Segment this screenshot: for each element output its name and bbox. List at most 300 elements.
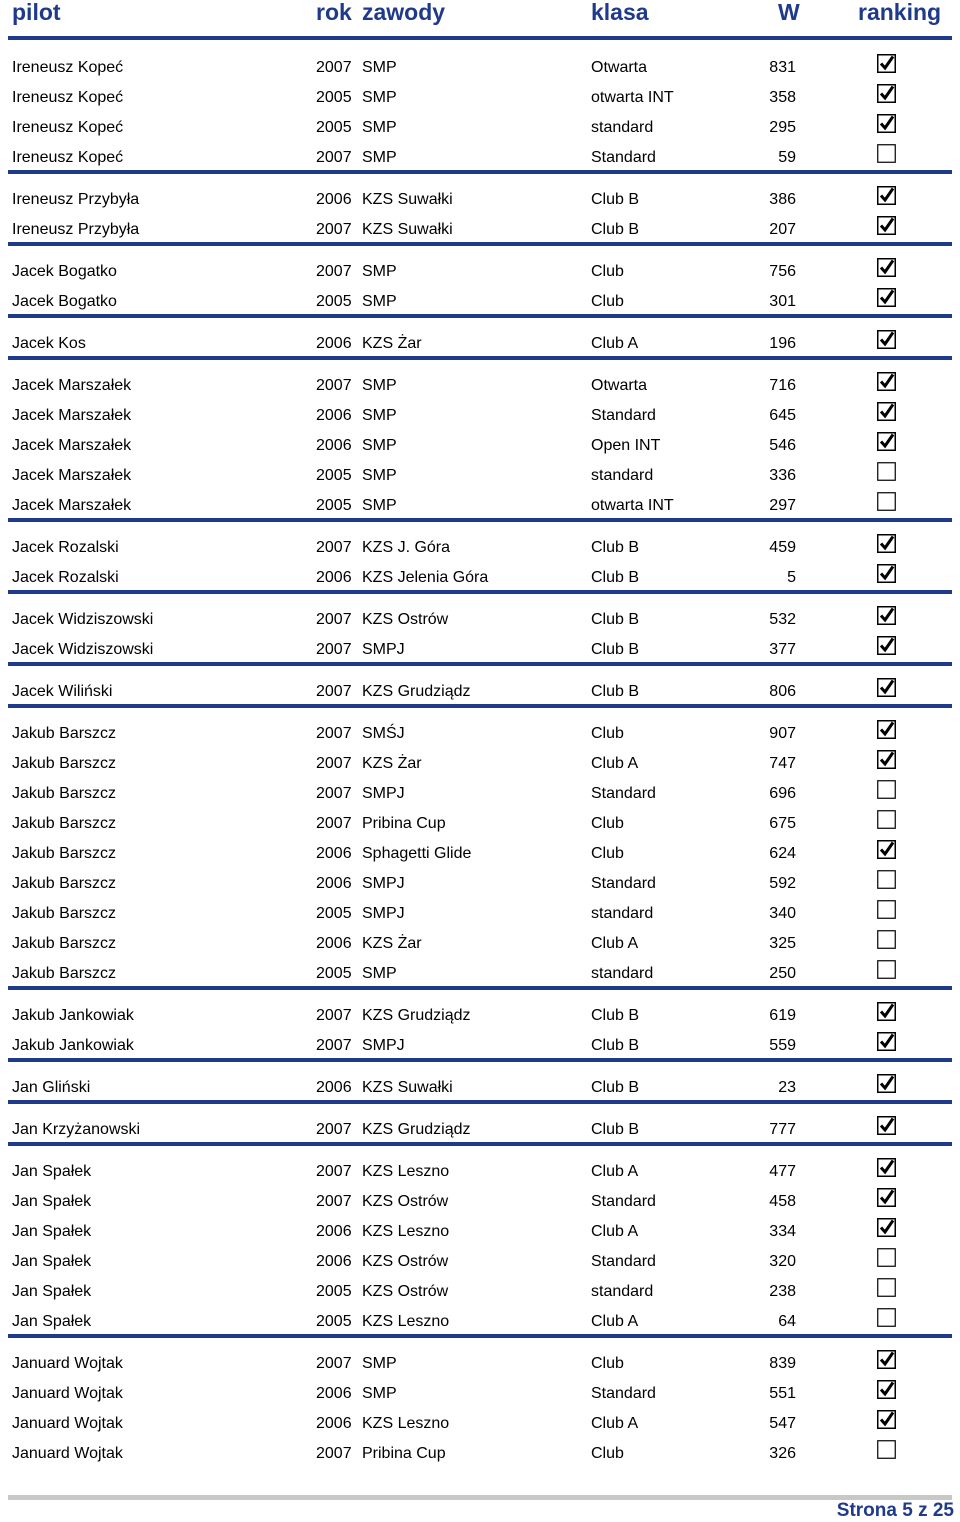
pilot-cell: Ireneusz Kopeć [12,119,124,136]
checked-checkbox-icon [877,258,896,277]
pilot-cell: Ireneusz Przybyła [12,191,140,208]
year-cell: 2005 [316,467,352,484]
score-cell: 839 [769,1355,796,1372]
score-cell: 358 [769,89,796,106]
pilot-cell: Jakub Barszcz [12,845,117,862]
unchecked-checkbox-icon [877,780,896,799]
score-cell: 459 [769,539,796,556]
score-cell: 325 [769,935,796,952]
group-divider [8,170,952,174]
class-cell: Club B [591,539,640,556]
score-cell: 716 [769,377,796,394]
checked-checkbox-icon [877,636,896,655]
checked-checkbox-icon [877,720,896,739]
year-cell: 2005 [316,89,352,106]
checked-checkbox-icon [877,114,896,133]
class-cell: Club B [591,683,640,700]
pilot-cell: Jakub Barszcz [12,875,117,892]
year-cell: 2007 [316,1445,352,1462]
table-row [0,1409,960,1439]
checked-checkbox-icon [877,402,896,421]
header-divider [8,36,952,40]
class-cell: Club [591,293,624,310]
unchecked-checkbox-icon [877,900,896,919]
class-cell: Club A [591,1415,639,1432]
competition-cell: KZS Grudziądz [362,1121,471,1138]
unchecked-checkbox-icon [877,1278,896,1297]
group-divider [8,1058,952,1062]
checked-checkbox-icon [877,1074,896,1093]
pilot-cell: Jacek Marszałek [12,407,132,424]
year-cell: 2007 [316,815,352,832]
table-row [0,839,960,869]
checked-checkbox-icon [877,1158,896,1177]
table-row [0,1217,960,1247]
pilot-cell: Jacek Marszałek [12,437,132,454]
column-header-zawody: zawody [362,0,446,25]
checked-checkbox-icon [877,216,896,235]
column-header-rok: rok [316,0,352,25]
checked-checkbox-icon [877,840,896,859]
class-cell: Club B [591,1037,640,1054]
table-row [0,287,960,317]
year-cell: 2005 [316,1313,352,1330]
table-row [0,215,960,245]
year-cell: 2006 [316,1223,352,1240]
year-cell: 2006 [316,875,352,892]
class-cell: Club A [591,1163,639,1180]
pilot-cell: Jakub Jankowiak [12,1007,134,1024]
year-cell: 2006 [316,935,352,952]
checked-checkbox-icon [877,564,896,583]
checked-checkbox-icon [877,1002,896,1021]
pilot-cell: Jakub Barszcz [12,785,117,802]
year-cell: 2007 [316,725,352,742]
competition-cell: SMP [362,497,397,514]
class-cell: standard [591,467,654,484]
year-cell: 2007 [316,539,352,556]
competition-cell: SMPJ [362,875,405,892]
score-cell: 675 [769,815,796,832]
year-cell: 2006 [316,845,352,862]
unchecked-checkbox-icon [877,462,896,481]
competition-cell: Sphagetti Glide [362,845,472,862]
score-cell: 207 [769,221,796,238]
competition-cell: KZS Żar [362,755,422,772]
class-cell: Club [591,845,624,862]
checked-checkbox-icon [877,1116,896,1135]
table-row [0,719,960,749]
pilot-cell: Jakub Jankowiak [12,1037,134,1054]
score-cell: 619 [769,1007,796,1024]
competition-cell: SMPJ [362,785,405,802]
score-cell: 624 [769,845,796,862]
unchecked-checkbox-icon [877,1248,896,1267]
class-cell: Club [591,815,624,832]
pilot-cell: Jan Krzyżanowski [12,1121,141,1138]
score-cell: 320 [769,1253,796,1270]
table-row [0,83,960,113]
competition-cell: KZS Żar [362,335,422,352]
group-divider [8,518,952,522]
year-cell: 2006 [316,335,352,352]
pilot-cell: Jacek Widziszowski [12,641,154,658]
column-header-w: W [778,0,800,25]
year-cell: 2007 [316,1007,352,1024]
year-cell: 2007 [316,641,352,658]
year-cell: 2005 [316,905,352,922]
checked-checkbox-icon [877,186,896,205]
year-cell: 2007 [316,149,352,166]
score-cell: 831 [769,59,796,76]
year-cell: 2006 [316,1253,352,1270]
competition-cell: SMPJ [362,641,405,658]
year-cell: 2007 [316,263,352,280]
competition-cell: SMPJ [362,905,405,922]
competition-cell: Pribina Cup [362,1445,446,1462]
score-cell: 295 [769,119,796,136]
pilot-cell: Jacek Marszałek [12,377,132,394]
year-cell: 2006 [316,191,352,208]
table-row [0,1187,960,1217]
table-row [0,899,960,929]
year-cell: 2007 [316,1163,352,1180]
score-cell: 747 [769,755,796,772]
competition-cell: KZS Ostrów [362,1283,449,1300]
competition-cell: SMP [362,59,397,76]
competition-cell: SMP [362,149,397,166]
competition-cell: KZS Żar [362,935,422,952]
group-divider [8,590,952,594]
group-divider [8,314,952,318]
table-row [0,1073,960,1103]
score-cell: 238 [769,1283,796,1300]
group-divider [8,662,952,666]
table-row [0,533,960,563]
score-cell: 907 [769,725,796,742]
score-cell: 326 [769,1445,796,1462]
class-cell: Club B [591,611,640,628]
competition-cell: KZS Suwałki [362,221,453,238]
class-cell: Standard [591,785,656,802]
table-row [0,461,960,491]
table-row [0,1031,960,1061]
checked-checkbox-icon [877,1218,896,1237]
competition-cell: KZS Leszno [362,1313,450,1330]
pilot-cell: Jacek Marszałek [12,467,132,484]
score-cell: 386 [769,191,796,208]
class-cell: Standard [591,1253,656,1270]
competition-cell: KZS J. Góra [362,539,451,556]
competition-cell: KZS Suwałki [362,1079,453,1096]
pilot-cell: Jan Spałek [12,1163,92,1180]
class-cell: Standard [591,1193,656,1210]
table-row [0,959,960,989]
table-row [0,1115,960,1145]
competition-cell: KZS Leszno [362,1163,450,1180]
year-cell: 2007 [316,683,352,700]
table-row [0,605,960,635]
competition-cell: SMP [362,965,397,982]
pilot-cell: Jacek Wiliński [12,683,113,700]
pilot-cell: Januard Wojtak [12,1355,123,1372]
pilot-cell: Jakub Barszcz [12,905,117,922]
class-cell: Standard [591,875,656,892]
score-cell: 532 [769,611,796,628]
table-row [0,257,960,287]
class-cell: standard [591,965,654,982]
competition-cell: KZS Suwałki [362,191,453,208]
score-cell: 756 [769,263,796,280]
year-cell: 2007 [316,1193,352,1210]
score-cell: 546 [769,437,796,454]
competition-cell: KZS Ostrów [362,611,449,628]
checked-checkbox-icon [877,1188,896,1207]
group-divider [8,1142,952,1146]
year-cell: 2007 [316,611,352,628]
class-cell: Standard [591,1385,656,1402]
checked-checkbox-icon [877,432,896,451]
score-cell: 777 [769,1121,796,1138]
table-row [0,1439,960,1469]
pilot-cell: Ireneusz Kopeć [12,89,124,106]
year-cell: 2005 [316,1283,352,1300]
table-row [0,113,960,143]
pilot-cell: Jakub Barszcz [12,965,117,982]
year-cell: 2005 [316,293,352,310]
year-cell: 2006 [316,569,352,586]
class-cell: Standard [591,149,656,166]
competition-cell: SMP [362,119,397,136]
class-cell: Otwarta [591,59,648,76]
table-row [0,635,960,665]
group-divider [8,356,952,360]
score-cell: 696 [769,785,796,802]
class-cell: standard [591,119,654,136]
score-cell: 806 [769,683,796,700]
score-cell: 645 [769,407,796,424]
year-cell: 2007 [316,1121,352,1138]
class-cell: Club B [591,1079,640,1096]
class-cell: Club [591,1355,624,1372]
competition-cell: KZS Ostrów [362,1253,449,1270]
class-cell: Club B [591,221,640,238]
pilot-cell: Jakub Barszcz [12,815,117,832]
footer-divider [8,1495,952,1500]
class-cell: Club B [591,1121,640,1138]
checked-checkbox-icon [877,606,896,625]
pilot-cell: Jacek Bogatko [12,293,117,310]
unchecked-checkbox-icon [877,870,896,889]
table-row [0,1349,960,1379]
score-cell: 196 [769,335,796,352]
pilot-cell: Januard Wojtak [12,1415,123,1432]
table-row [0,1157,960,1187]
year-cell: 2007 [316,1355,352,1372]
score-cell: 301 [769,293,796,310]
column-header-ranking: ranking [858,0,942,25]
score-cell: 59 [778,149,796,166]
table-row [0,929,960,959]
score-cell: 592 [769,875,796,892]
pilot-cell: Jakub Barszcz [12,935,117,952]
class-cell: Open INT [591,437,661,454]
class-cell: Club A [591,755,639,772]
competition-cell: SMP [362,263,397,280]
table-row [0,779,960,809]
pilot-cell: Jakub Barszcz [12,725,117,742]
checked-checkbox-icon [877,1410,896,1429]
pilot-cell: Ireneusz Przybyła [12,221,140,238]
pilot-cell: Jacek Marszałek [12,497,132,514]
table-row [0,1247,960,1277]
table-row [0,1001,960,1031]
year-cell: 2006 [316,437,352,454]
competition-cell: SMP [362,89,397,106]
competition-cell: KZS Ostrów [362,1193,449,1210]
class-cell: Club B [591,641,640,658]
pilot-cell: Jan Gliński [12,1079,91,1096]
checked-checkbox-icon [877,330,896,349]
pilot-cell: Januard Wojtak [12,1445,123,1462]
group-divider [8,242,952,246]
year-cell: 2006 [316,407,352,424]
pilot-cell: Jacek Rozalski [12,569,119,586]
table-row [0,563,960,593]
class-cell: Club [591,725,624,742]
score-cell: 297 [769,497,796,514]
class-cell: standard [591,1283,654,1300]
table-row [0,491,960,521]
checked-checkbox-icon [877,1032,896,1051]
pilot-cell: Jacek Rozalski [12,539,119,556]
score-cell: 559 [769,1037,796,1054]
table-row [0,1277,960,1307]
table-row [0,869,960,899]
year-cell: 2006 [316,1415,352,1432]
competition-cell: Pribina Cup [362,815,446,832]
score-cell: 336 [769,467,796,484]
score-cell: 547 [769,1415,796,1432]
score-cell: 477 [769,1163,796,1180]
year-cell: 2006 [316,1385,352,1402]
competition-cell: KZS Leszno [362,1223,450,1240]
table-row [0,329,960,359]
column-header-pilot: pilot [12,0,61,25]
table-row [0,401,960,431]
group-divider [8,986,952,990]
pilot-cell: Jacek Bogatko [12,263,117,280]
class-cell: Club B [591,191,640,208]
table-row [0,185,960,215]
pilot-cell: Jan Spałek [12,1313,92,1330]
table-row [0,809,960,839]
pilot-cell: Ireneusz Kopeć [12,59,124,76]
unchecked-checkbox-icon [877,1308,896,1327]
class-cell: Club A [591,935,639,952]
group-divider [8,704,952,708]
unchecked-checkbox-icon [877,1440,896,1459]
score-cell: 5 [787,569,796,586]
checked-checkbox-icon [877,372,896,391]
table-row [0,431,960,461]
table-row [0,53,960,83]
competition-cell: SMP [362,437,397,454]
class-cell: Standard [591,407,656,424]
checked-checkbox-icon [877,54,896,73]
checked-checkbox-icon [877,1380,896,1399]
score-cell: 340 [769,905,796,922]
pilot-cell: Jan Spałek [12,1223,92,1240]
year-cell: 2007 [316,1037,352,1054]
score-cell: 23 [778,1079,796,1096]
checked-checkbox-icon [877,534,896,553]
year-cell: 2005 [316,497,352,514]
pilot-cell: Januard Wojtak [12,1385,123,1402]
competition-cell: SMPJ [362,1037,405,1054]
table-row [0,143,960,173]
year-cell: 2007 [316,755,352,772]
page-number: Strona 5 z 25 [836,1500,954,1521]
year-cell: 2005 [316,965,352,982]
checked-checkbox-icon [877,84,896,103]
pilot-cell: Jakub Barszcz [12,755,117,772]
group-divider [8,1334,952,1338]
competition-cell: KZS Grudziądz [362,683,471,700]
competition-cell: SMP [362,1385,397,1402]
checked-checkbox-icon [877,678,896,697]
pilot-cell: Jacek Kos [12,335,86,352]
competition-cell: SMP [362,1355,397,1372]
class-cell: standard [591,905,654,922]
competition-cell: KZS Grudziądz [362,1007,471,1024]
class-cell: Otwarta [591,377,648,394]
class-cell: Club [591,263,624,280]
pilot-cell: Jan Spałek [12,1253,92,1270]
year-cell: 2007 [316,785,352,802]
class-cell: otwarta INT [591,89,674,106]
year-cell: 2005 [316,119,352,136]
table-row [0,1379,960,1409]
column-header-klasa: klasa [591,0,649,25]
class-cell: Club A [591,1223,639,1240]
table-row [0,677,960,707]
competition-cell: KZS Leszno [362,1415,450,1432]
table-header [0,0,960,30]
score-cell: 250 [769,965,796,982]
pilot-cell: Ireneusz Kopeć [12,149,124,166]
checked-checkbox-icon [877,288,896,307]
pilot-cell: Jan Spałek [12,1283,92,1300]
competition-cell: SMŚJ [362,725,405,742]
checked-checkbox-icon [877,750,896,769]
checked-checkbox-icon [877,1350,896,1369]
score-cell: 458 [769,1193,796,1210]
unchecked-checkbox-icon [877,960,896,979]
unchecked-checkbox-icon [877,930,896,949]
class-cell: Club [591,1445,624,1462]
competition-cell: SMP [362,407,397,424]
competition-cell: KZS Jelenia Góra [362,569,489,586]
competition-cell: SMP [362,293,397,310]
group-divider [8,1100,952,1104]
year-cell: 2007 [316,59,352,76]
pilot-cell: Jan Spałek [12,1193,92,1210]
year-cell: 2007 [316,221,352,238]
class-cell: Club B [591,1007,640,1024]
score-cell: 334 [769,1223,796,1240]
unchecked-checkbox-icon [877,810,896,829]
